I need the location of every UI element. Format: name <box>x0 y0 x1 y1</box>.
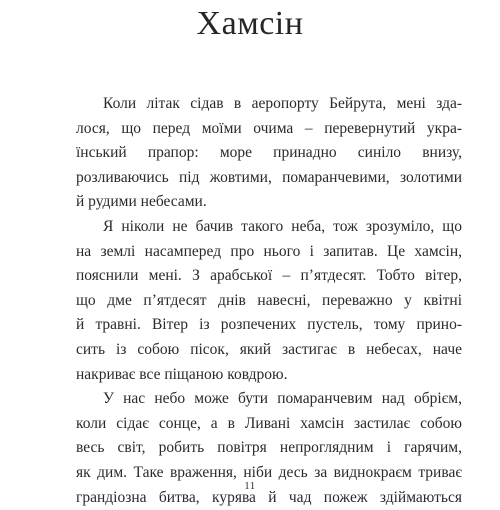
text-line: грандіозна битва, курява й чад пожеж здіймаються <box>76 486 462 510</box>
text-line: як дим. Таке враження, ніби десь за виднокраєм триває <box>76 461 462 486</box>
text-line: розливаючись під жовтими, помаранчевими, золотими <box>76 166 462 191</box>
text-line: й рудими небесами. <box>76 190 462 215</box>
text-line: весь світ, робить повітря непроглядним і гарячим, <box>76 436 462 461</box>
text-line: що дме п’ятдесят днів навесні, переважно у квітні <box>76 289 462 314</box>
body-text <box>76 92 462 510</box>
text-line: коли сідає сонце, а в Ливані хамсін застилає собою <box>76 412 462 437</box>
text-line: їнський прапор: море принадно синіло внизу, <box>76 141 462 166</box>
page-number: 11 <box>0 479 500 493</box>
text-line: накриває все піщаною ковдрою. <box>76 363 462 388</box>
text-line: лося, що перед моїми очима – перевернутий укра- <box>76 117 462 142</box>
text-line: сить із собою пісок, який застигає в небесах, наче <box>76 338 462 363</box>
text-line: Коли літак сідав в аеропорту Бейрута, мені зда- <box>76 92 462 117</box>
text-line: У нас небо може бути помаранчевим над обрієм, <box>76 387 462 412</box>
text-line: пояснили мені. З арабської – п’ятдесят. Тобто вітер, <box>76 264 462 289</box>
text-line: й травні. Вітер із розпечених пустель, тому прино- <box>76 313 462 338</box>
text-line: Я ніколи не бачив такого неба, тож зрозуміло, що <box>76 215 462 240</box>
chapter-title: Хамсін <box>0 4 500 44</box>
text-line: на землі насамперед про нього і запитав. Це хамсін, <box>76 240 462 265</box>
